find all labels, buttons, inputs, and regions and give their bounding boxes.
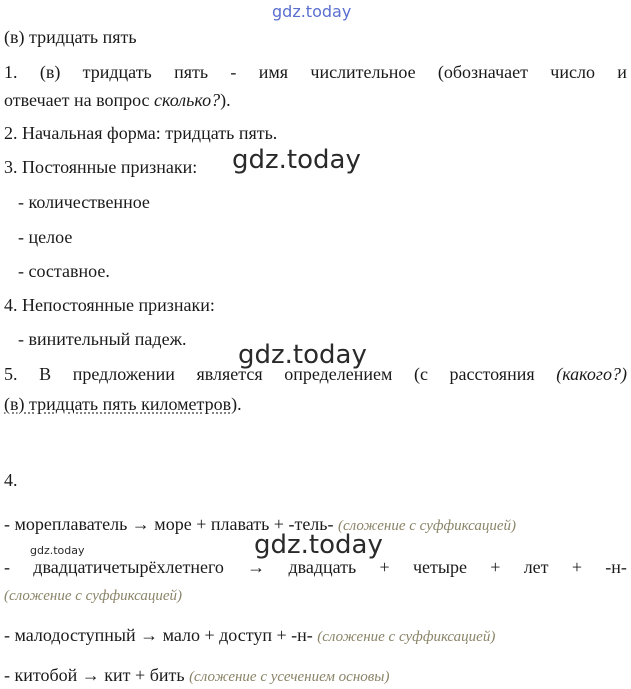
word: двадцатичетырёхлетнего <box>33 557 224 577</box>
paragraph-5-line-2 <box>4 393 242 415</box>
word: двадцать <box>288 557 357 577</box>
word-analysis-4 <box>4 664 389 688</box>
task-4-number: 4. <box>4 470 18 490</box>
watermark-top: gdz.today <box>272 2 352 21</box>
list-item: - целое <box>18 227 73 247</box>
question-word: сколько? <box>154 90 221 110</box>
word-analysis-2-line-1 <box>4 556 627 578</box>
analysis-text: - мореплаватель → море + плавать + -тель- <box>4 514 338 534</box>
watermark-small: gdz.today <box>30 544 85 557</box>
underlined-phrase: (в) тридцать пять километров <box>4 394 232 414</box>
word: (с <box>413 364 428 384</box>
paragraph-2: 2. Начальная форма: тридцать пять. <box>4 123 278 143</box>
word: (в) <box>39 62 61 82</box>
word-analysis-2-line-2 <box>4 583 182 607</box>
word: В <box>39 364 52 384</box>
question-word: (какого?) <box>556 364 627 384</box>
word: - <box>230 62 237 82</box>
analysis-text: - малодоступный → мало + доступ + -н- <box>4 625 318 645</box>
word: расстояния <box>449 364 535 384</box>
list-item: - составное. <box>18 261 110 281</box>
line-end: ). <box>220 90 231 110</box>
word: тридцать <box>82 62 152 82</box>
line-end: ). <box>231 394 242 414</box>
paragraph-4: 4. Непостоянные признаки: <box>4 295 215 315</box>
paragraph-3: 3. Постоянные признаки: <box>4 157 198 177</box>
word: число <box>550 62 595 82</box>
paragraph-1-line-1 <box>4 61 627 83</box>
watermark-mid-3: gdz.today <box>254 530 383 560</box>
word: является <box>196 364 263 384</box>
paragraph-5-line-1 <box>4 363 627 385</box>
paragraph-1-line-2 <box>4 89 231 111</box>
analysis-note: (сложение с суффиксацией) <box>4 588 183 604</box>
word-analysis-3 <box>4 624 495 648</box>
word: определением <box>284 364 393 384</box>
analysis-text: - китобой → кит + бить <box>4 665 190 685</box>
word: + <box>571 557 582 577</box>
word: 5. <box>4 364 18 384</box>
word: + <box>490 557 501 577</box>
word: пять <box>174 62 209 82</box>
parse-title: (в) тридцать пять <box>4 27 137 47</box>
list-item: - количественное <box>18 192 150 212</box>
analysis-note: (сложение с усечением основы) <box>189 669 390 685</box>
line-text: отвечает на вопрос <box>4 90 155 110</box>
word: числительное <box>310 62 416 82</box>
word: имя <box>258 62 289 82</box>
word: предложении <box>72 364 175 384</box>
analysis-note: (сложение с суффиксацией) <box>317 629 496 645</box>
word: и <box>617 62 627 82</box>
word: + <box>379 557 390 577</box>
word: -н- <box>605 557 627 577</box>
word: - <box>4 557 10 577</box>
word: → <box>247 557 266 577</box>
analysis-note: (сложение с суффиксацией) <box>338 518 517 534</box>
word: 1. <box>4 62 18 82</box>
watermark-mid-1: gdz.today <box>232 145 361 175</box>
word: лет <box>523 557 549 577</box>
list-item: - винительный падеж. <box>18 329 187 349</box>
word: (обозначает <box>437 62 528 82</box>
word: четыре <box>412 557 467 577</box>
watermark-mid-2: gdz.today <box>238 340 367 370</box>
